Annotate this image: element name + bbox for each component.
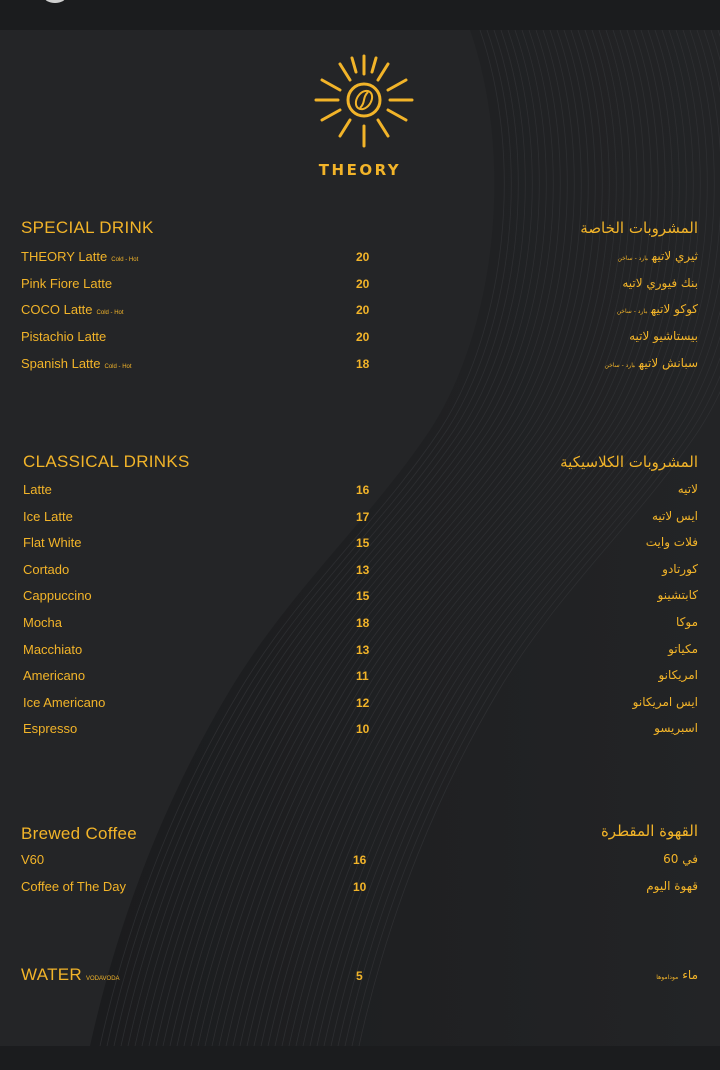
item-name [23, 668, 85, 683]
item-name-ar-text: لاتيه [677, 482, 698, 496]
brand-name: THEORY [318, 161, 402, 179]
water-title: WATER [21, 965, 82, 984]
item-price: 18 [356, 616, 370, 630]
item-name [21, 276, 112, 291]
item-name-ar-text: كوكو لاتيه [651, 302, 698, 317]
water-name-ar [656, 968, 698, 982]
item-name-text: Mocha [23, 615, 63, 630]
item-name-ar [663, 852, 698, 866]
bottom-bar [0, 1046, 720, 1070]
item-note-ar: بارد - ساخن [616, 308, 648, 316]
item-name-ar [622, 276, 698, 290]
item-name-ar [605, 356, 698, 370]
item-name-text: Espresso [23, 721, 78, 737]
item-name-text: Cappuccino [23, 588, 92, 604]
item-name-ar-text: بيستاشيو لاتيه [629, 329, 698, 344]
water-label-ar: ماء [682, 968, 698, 982]
item-name [23, 535, 82, 550]
item-price: 20 [356, 276, 370, 291]
item-name-ar [658, 668, 698, 682]
status-blob [44, 0, 66, 3]
item-name [23, 562, 69, 577]
section-title-special-ar: المشروبات الخاصة [580, 219, 698, 237]
item-name-text: Ice Latte [23, 508, 73, 524]
item-price: 15 [356, 589, 370, 604]
item-name-ar-text: موكا [676, 615, 698, 629]
menu-item [0, 668, 720, 690]
menu-item [0, 879, 720, 901]
item-price: 15 [356, 536, 370, 551]
item-price: 17 [356, 509, 370, 524]
item-name-text: Coffee of The Day [21, 879, 127, 894]
item-name-ar [618, 249, 698, 263]
menu-item [0, 642, 720, 664]
item-note: Cold - Hot [104, 363, 132, 370]
item-price: 16 [356, 483, 370, 497]
item-name [21, 329, 106, 344]
menu-item [0, 695, 720, 717]
water-price: 5 [356, 969, 363, 983]
item-price: 20 [356, 303, 370, 318]
section-title-classical: CLASSICAL DRINKS [23, 452, 190, 471]
item-name [21, 302, 124, 317]
menu-item [0, 482, 720, 504]
item-name [23, 482, 52, 497]
item-name-ar-text: ثيري لاتيه [651, 249, 698, 263]
menu-item [0, 302, 720, 324]
item-name-text: THEORY Latte [21, 249, 108, 264]
menu-item [0, 535, 720, 557]
item-name-ar [646, 879, 698, 893]
menu-item [0, 329, 720, 351]
item-price: 10 [356, 722, 370, 737]
item-name-ar [676, 615, 698, 629]
item-name-ar-text: مكياتو [668, 641, 698, 656]
item-name-text: Cortado [23, 561, 70, 577]
item-name-ar [654, 721, 698, 735]
item-price: 16 [353, 853, 367, 867]
item-name-ar-text: سبانش لاتيه [638, 355, 698, 370]
menu-item [0, 249, 720, 271]
item-name [23, 642, 82, 657]
menu-item [0, 509, 720, 531]
menu-item [0, 276, 720, 298]
section-title-special: SPECIAL DRINK [21, 218, 154, 237]
item-name-text: Ice Americano [23, 694, 106, 710]
item-name-ar-text: ايس لاتيه [651, 508, 698, 523]
item-name-text: Latte [23, 482, 52, 497]
item-name-text: Pistachio Latte [21, 329, 107, 345]
item-name-text: Americano [23, 668, 86, 684]
menu-item [0, 852, 720, 874]
item-note: Cold - Hot [111, 257, 139, 263]
water-row [0, 968, 720, 990]
top-bar [0, 0, 720, 30]
item-name-ar [658, 588, 698, 602]
item-name-text: V60 [21, 852, 45, 867]
item-price: 12 [356, 695, 370, 710]
menu-item [0, 588, 720, 610]
item-name-text: Macchiato [23, 641, 83, 657]
menu-item [0, 562, 720, 584]
item-price: 18 [356, 356, 370, 371]
item-name-ar-text: ايس امريكانو [632, 694, 698, 709]
item-price: 13 [356, 642, 370, 657]
item-note: Cold - Hot [96, 310, 124, 317]
item-name-ar-text: في 60 [663, 852, 698, 866]
item-price: 10 [353, 880, 367, 894]
item-name-ar-text: كابتشينو [657, 588, 698, 603]
item-name [23, 695, 105, 710]
item-name-ar-text: قهوة اليوم [646, 879, 698, 893]
item-name-ar-text: امريكانو [658, 668, 698, 683]
item-name-text: Flat White [23, 535, 82, 551]
section-title-classical-ar: المشروبات الكلاسيكية [560, 453, 698, 471]
menu-item [0, 615, 720, 637]
item-name [23, 588, 92, 603]
item-name-text: Spanish Latte [21, 355, 101, 371]
item-name [23, 721, 77, 736]
item-price: 20 [356, 330, 370, 345]
item-name-text: COCO Latte [21, 302, 93, 318]
item-name [23, 615, 62, 630]
item-price: 11 [356, 669, 369, 684]
section-title-brewed-ar: القهوة المقطرة [600, 822, 698, 840]
item-name-ar [662, 562, 698, 576]
item-name-ar-text: فلات وايت [645, 535, 698, 550]
menu-item [0, 721, 720, 743]
item-name-ar [646, 535, 698, 549]
item-name-ar [617, 302, 698, 316]
item-name-ar [678, 482, 698, 496]
menu-item [0, 356, 720, 378]
item-name [23, 509, 73, 524]
item-name-ar-text: كورتادو [662, 561, 698, 576]
item-name [21, 249, 138, 264]
item-price: 20 [356, 250, 370, 264]
item-price: 13 [356, 562, 370, 577]
item-name-ar-text: بنك فيوري لاتيه [622, 275, 698, 290]
item-name [21, 879, 126, 894]
item-note-ar: بارد - ساخن [604, 361, 635, 369]
water-note: VODAVODA [86, 976, 120, 982]
item-name-ar [668, 642, 698, 656]
item-name [21, 852, 44, 867]
water-note-ar: موداموها [656, 974, 679, 981]
theory-logo-icon [310, 50, 418, 150]
item-name-ar [629, 329, 698, 343]
item-name-text: Pink Fiore Latte [21, 275, 113, 291]
item-name-ar [652, 509, 698, 523]
item-note-ar: بارد - ساخن [617, 255, 648, 262]
item-name-ar-text: اسبريسو [654, 721, 698, 736]
item-name-ar [633, 695, 698, 709]
section-title-brewed: Brewed Coffee [21, 824, 138, 843]
menu-page [0, 30, 720, 1046]
item-name [21, 356, 132, 371]
